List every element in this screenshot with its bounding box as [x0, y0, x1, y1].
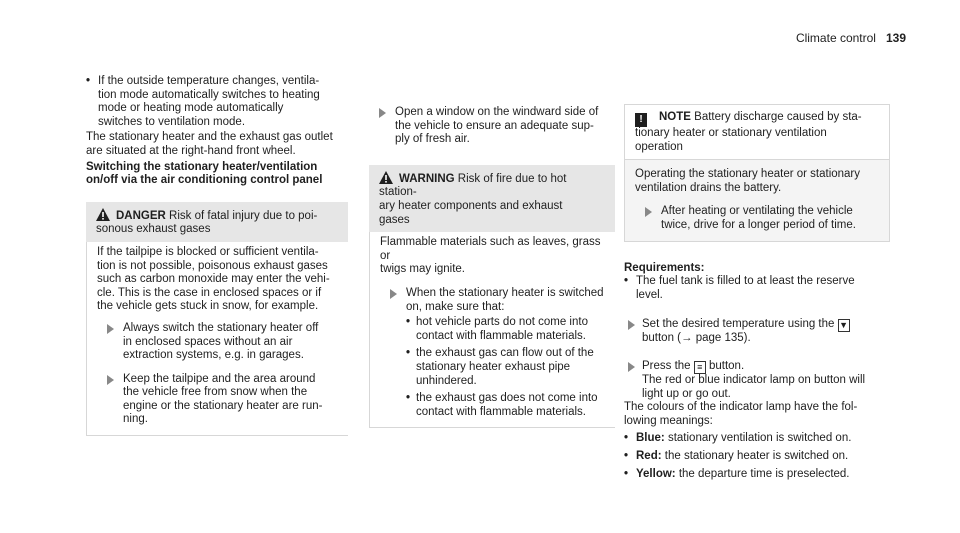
danger-step-2 — [97, 373, 340, 427]
temperature-down-up-icon: ▼ — [839, 320, 849, 331]
window-step-text: Open a window on the windward side of the vehicle to ensure an adequate sup- ply of fresh air. — [395, 106, 599, 146]
step-arrow-icon — [107, 375, 114, 385]
step-arrow-icon — [107, 324, 114, 334]
danger-box — [86, 202, 348, 436]
warning-text: Flammable materials such as leaves, grass or twigs may ignite. — [380, 236, 601, 276]
note-label: NOTE — [659, 111, 691, 123]
warning-sub-3: • the exhaust gas does not come into contact with flammable materials. — [406, 392, 607, 419]
danger-title: Risk of fatal injury due to poi- sonous exhaust gases — [96, 209, 318, 236]
step-arrow-icon — [390, 289, 397, 299]
column-3 — [624, 104, 890, 481]
meaning-red — [624, 450, 890, 464]
warning-step — [380, 287, 607, 419]
warning-body — [369, 232, 615, 428]
danger-label: DANGER — [116, 209, 166, 222]
note-box — [624, 104, 890, 242]
meaning-blue-text: stationary ventilation is switched on. — [667, 432, 852, 445]
press-step-a: Press the — [642, 359, 691, 372]
warning-caption — [369, 165, 615, 232]
note-title: Battery discharge caused by sta- tionary heater or stationary ventilation operation — [635, 111, 862, 153]
danger-step-1-text: Always switch the stationary heater off in enclosed spaces without an air extraction systems, e.g. in garages. — [123, 321, 319, 362]
press-step — [624, 360, 890, 401]
temperature-step-a: Set the desired temperature using the — [642, 318, 835, 331]
press-step-text — [642, 360, 890, 401]
note-step-text: After heating or ventilating the vehicle twice, drive for a longer period of time. — [661, 205, 856, 231]
danger-step-1 — [97, 322, 340, 363]
section-title: Climate control — [795, 31, 876, 45]
step-arrow-icon — [645, 207, 652, 217]
page-header — [796, 32, 906, 46]
column-1 — [86, 75, 348, 436]
meaning-blue-key: Blue: — [636, 432, 665, 445]
warning-triangle-icon — [96, 208, 110, 221]
danger-caption — [86, 202, 348, 242]
section-heading: Switching the stationary heater/ventilation on/off via the air conditioning control panel — [86, 160, 323, 187]
danger-step-2-text: Keep the tailpipe and the area around the vehicle free from snow when the engine or the stationary heater are run- ning. — [123, 372, 323, 426]
bullet-mode-switch: • If the outside temperature changes, ventila- tion mode automatically switches to heating mode or heating mode automatically switches to ventilation mode. — [86, 75, 348, 129]
warning-step-text: When the stationary heater is switched on, make sure that: — [406, 286, 604, 313]
indicator-paragraph: The colours of the indicator lamp have the fol- lowing meanings: — [624, 401, 858, 427]
note-text: Operating the stationary heater or stationary ventilation drains the battery. — [635, 168, 861, 194]
note-body — [624, 159, 890, 241]
danger-body — [86, 242, 348, 436]
requirements-heading: Requirements: — [624, 261, 705, 274]
step-arrow-icon — [628, 362, 635, 372]
exclamation-icon: ! — [635, 113, 647, 127]
warning-sub-2: • the exhaust gas can flow out of the stationary heater exhaust pipe unhindered. — [406, 347, 607, 388]
meaning-yellow-key: Yellow: — [636, 467, 676, 480]
page-number: 139 — [885, 31, 906, 45]
meaning-yellow-text: the departure time is preselected. — [678, 467, 850, 480]
meaning-yellow — [624, 468, 890, 482]
step-arrow-icon — [628, 320, 635, 330]
warning-label: WARNING — [399, 172, 455, 185]
note-step — [635, 205, 881, 232]
press-step-b: button. The red or blue indicator lamp on button will light up or go out. — [642, 359, 866, 400]
warning-sub-1: • hot vehicle parts do not come into contact with flammable materials. — [406, 316, 607, 343]
step-arrow-icon — [379, 108, 386, 118]
requirement-item: • The fuel tank is filled to at least the reserve level. — [624, 275, 890, 302]
temperature-step-text — [642, 318, 890, 346]
note-caption — [624, 104, 890, 159]
warning-title: Risk of fire due to hot station- ary heater components and exhaust gases — [379, 172, 567, 226]
danger-text: If the tailpipe is blocked or sufficient ventila- tion is not possible, poisonous exhaust gases such as carbon monoxide may enter the vehi- cle. This is the case in enclosed spaces or if the vehicle gets stuck in snow, for example. — [97, 245, 330, 313]
meaning-red-key: Red: — [636, 449, 662, 462]
meaning-red-text: the stationary heater is switched on. — [664, 449, 849, 462]
window-step — [369, 106, 615, 147]
warning-box — [369, 165, 615, 429]
stationary-heater-icon: ≡ — [694, 361, 706, 374]
temperature-step — [624, 318, 890, 346]
temperature-step-b: button (→ page 135). — [642, 332, 751, 345]
paragraph-heater-location: The stationary heater and the exhaust gas outlet are situated at the right-hand front wheel. — [86, 131, 333, 157]
column-2 — [369, 100, 615, 428]
warning-triangle-icon — [379, 171, 393, 184]
meaning-blue — [624, 432, 890, 446]
